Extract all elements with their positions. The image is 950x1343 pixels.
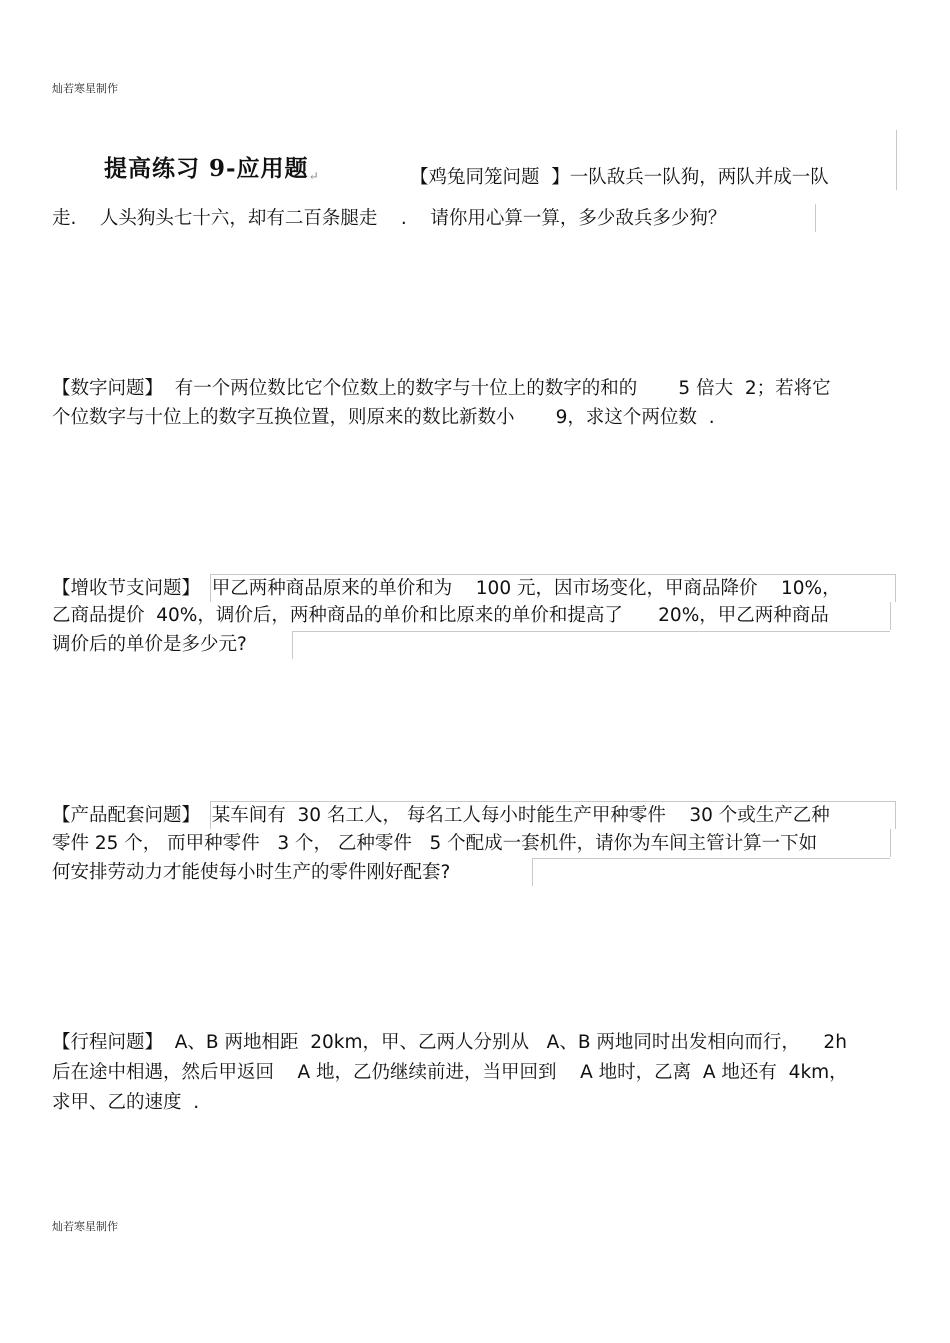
problem-3-line-3: 调价后的单价是多少元? [52,634,247,655]
problem-4-line-1: 【产品配套问题】 某车间有 30 名工人， 每名工人每小时能生产甲种零件 30 个或生产乙种 [52,805,830,826]
problem-2-line-1: 【数字问题】 有一个两位数比它个位数上的数字与十位上的数字的和的 5 倍大 2；若将它 [52,378,831,399]
table-border [895,574,896,602]
page-header: 灿若寒星制作 [52,82,118,95]
table-border [532,858,890,859]
table-border [890,602,891,630]
problem-4-line-3: 何安排劳动力才能使每小时生产的零件刚好配套? [52,862,451,883]
problem-3-line-2: 乙商品提价 40%，调价后，两种商品的单价和比原来的单价和提高了 20%，甲乙两种商品 [52,605,829,626]
problem-5-line-3: 求甲、乙的速度 . [52,1092,200,1113]
table-border [210,801,211,829]
title-text: 提高练习 9-应用题 [104,155,309,182]
table-border [895,801,896,829]
problem-5-line-2: 后在途中相遇，然后甲返回 A 地，乙仍继续前进，当甲回到 A 地时，乙离 A 地还有 4km， [52,1062,848,1083]
page-footer: 灿若寒星制作 [52,1220,118,1233]
table-border [890,829,891,857]
problem-1-line-2: 走. 人头狗头七十六，却有二百条腿走 . 请你用心算一算，多少敌兵多少狗？ [52,208,727,229]
table-border [210,574,896,575]
table-border [292,631,293,659]
table-border [210,801,896,802]
table-border [292,631,890,632]
problem-5-line-1: 【行程问题】 A、B 两地相距 20km，甲、乙两人分别从 A、B 两地同时出发相向而行， 2h [52,1032,847,1053]
return-mark-icon: ↵ [308,169,320,183]
problem-2-line-2: 个位数字与十位上的数字互换位置，则原来的数比新数小 9，求这个两位数 . [52,407,715,428]
problem-3-line-1: 【增收节支问题】 甲乙两种商品原来的单价和为 100 元，因市场变化，甲商品降价 10%， [52,578,841,599]
problem-4-line-2: 零件 25 个， 而甲种零件 3 个， 乙种零件 5 个配成一套机件，请你为车间主管计算一下如 [52,833,818,854]
table-border [210,574,211,602]
table-border [532,858,533,886]
problem-1-line-1: 【鸡兔同笼问题 】一队敌兵一队狗，两队并成一队 [410,167,829,188]
table-border [815,204,816,232]
table-border [896,130,897,190]
page-title [104,150,320,183]
